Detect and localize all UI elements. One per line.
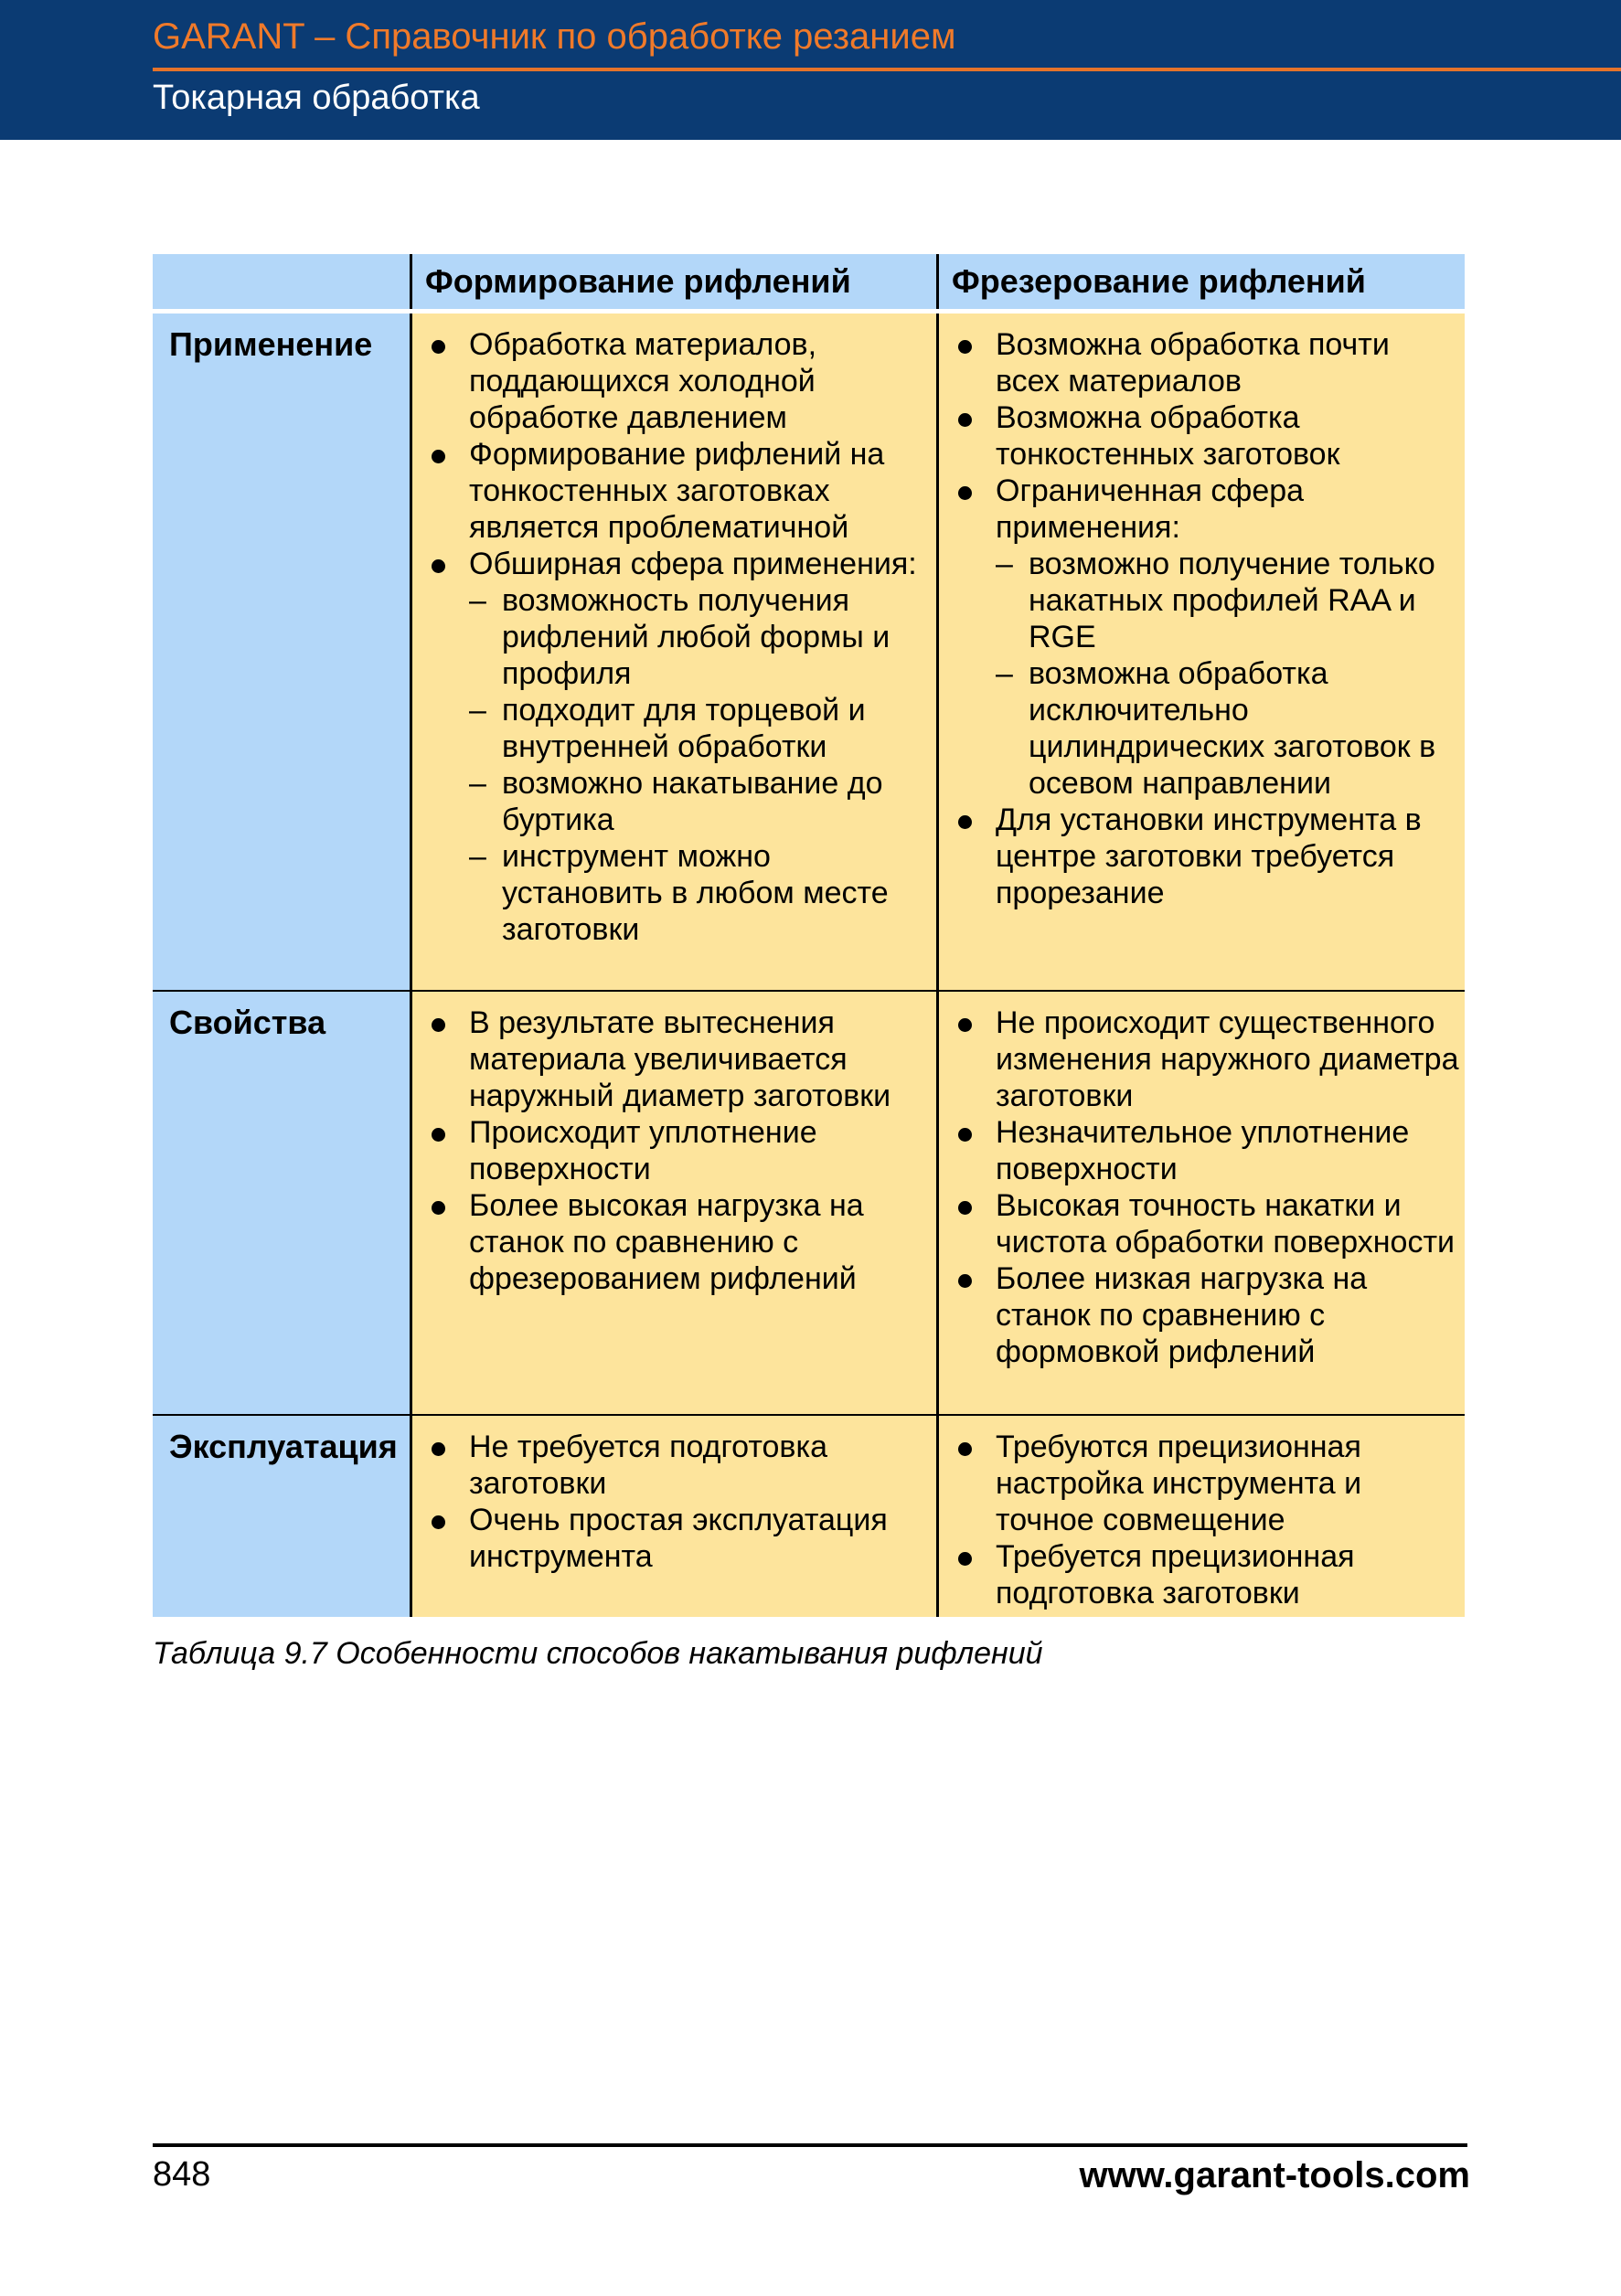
row-label-properties: Свойства xyxy=(153,992,410,1414)
cell-application-forming xyxy=(410,314,936,990)
list-item: Не происходит существенного изменения наружного диаметра заготовки xyxy=(950,1004,1459,1114)
page-header xyxy=(0,0,1621,140)
sub-list-item: – возможность получения рифлений любой формы и профиля xyxy=(423,582,931,692)
list-item: Очень простая эксплуатация инструмента xyxy=(423,1502,931,1575)
cell-application-milling xyxy=(936,314,1465,990)
bullet-list xyxy=(950,1429,1459,1611)
list-item: Формирование рифлений на тонкостенных заготовках является проблематичной xyxy=(423,436,931,546)
table-row-application xyxy=(153,314,1465,990)
sub-list-item: – возможна обработка исключительно цилиндрических заготовок в осевом направлении xyxy=(950,655,1459,802)
sub-list-item: – подходит для торцевой и внутренней обработки xyxy=(423,692,931,765)
table-header-row xyxy=(153,254,1465,314)
bullet-list xyxy=(950,1004,1459,1370)
header-divider xyxy=(153,68,1621,71)
website-link[interactable]: www.garant-tools.com xyxy=(1079,2155,1470,2195)
list-item: Для установки инструмента в центре заготовки требуется прорезание xyxy=(950,802,1459,911)
table-caption: Таблица 9.7 Особенности способов накатывания рифлений xyxy=(153,1636,1043,1671)
page-number: 848 xyxy=(153,2155,211,2194)
bullet-list xyxy=(950,326,1459,911)
row-label-application: Применение xyxy=(153,314,410,990)
features-table xyxy=(153,254,1465,1617)
list-item: Не требуется подготовка заготовки xyxy=(423,1429,931,1502)
list-item: Более низкая нагрузка на станок по сравнению с формовкой рифлений xyxy=(950,1260,1459,1370)
list-item: Возможна обработка почти всех материалов xyxy=(950,326,1459,399)
list-item: Ограниченная сфера применения: xyxy=(950,473,1459,546)
table-corner-cell xyxy=(153,254,410,309)
table-row-properties xyxy=(153,990,1465,1414)
table-row-operation xyxy=(153,1414,1465,1617)
list-item: В результате вытеснения материала увеличивается наружный диаметр заготовки xyxy=(423,1004,931,1114)
bullet-list xyxy=(423,1429,931,1575)
header-subtitle: Токарная обработка xyxy=(153,79,480,117)
list-item: Происходит уплотнение поверхности xyxy=(423,1114,931,1187)
sub-list-item: – возможно получение только накатных профилей RAA и RGE xyxy=(950,546,1459,655)
sub-list-item: – инструмент можно установить в любом месте заготовки xyxy=(423,838,931,948)
list-item: Обширная сфера применения: xyxy=(423,546,931,582)
cell-properties-milling xyxy=(936,992,1465,1414)
cell-operation-forming xyxy=(410,1416,936,1617)
column-header-milling: Фрезерование рифлений xyxy=(936,254,1465,309)
list-item: Требуются прецизионная настройка инструмента и точное совмещение xyxy=(950,1429,1459,1538)
sub-list-item: – возможно накатывание до буртика xyxy=(423,765,931,838)
list-item: Обработка материалов, поддающихся холодной обработке давлением xyxy=(423,326,931,436)
bullet-list xyxy=(423,1004,931,1297)
cell-operation-milling xyxy=(936,1416,1465,1617)
row-label-operation: Эксплуатация xyxy=(153,1416,410,1617)
list-item: Незначительное уплотнение поверхности xyxy=(950,1114,1459,1187)
list-item: Возможна обработка тонкостенных заготовок xyxy=(950,399,1459,473)
cell-properties-forming xyxy=(410,992,936,1414)
list-item: Высокая точность накатки и чистота обработки поверхности xyxy=(950,1187,1459,1260)
list-item: Более высокая нагрузка на станок по сравнению с фрезерованием рифлений xyxy=(423,1187,931,1297)
footer-divider xyxy=(153,2143,1467,2147)
bullet-list xyxy=(423,326,931,948)
column-header-forming: Формирование рифлений xyxy=(410,254,936,309)
header-title: GARANT – Справочник по обработке резанием xyxy=(153,16,956,57)
list-item: Требуется прецизионная подготовка заготовки xyxy=(950,1538,1459,1611)
